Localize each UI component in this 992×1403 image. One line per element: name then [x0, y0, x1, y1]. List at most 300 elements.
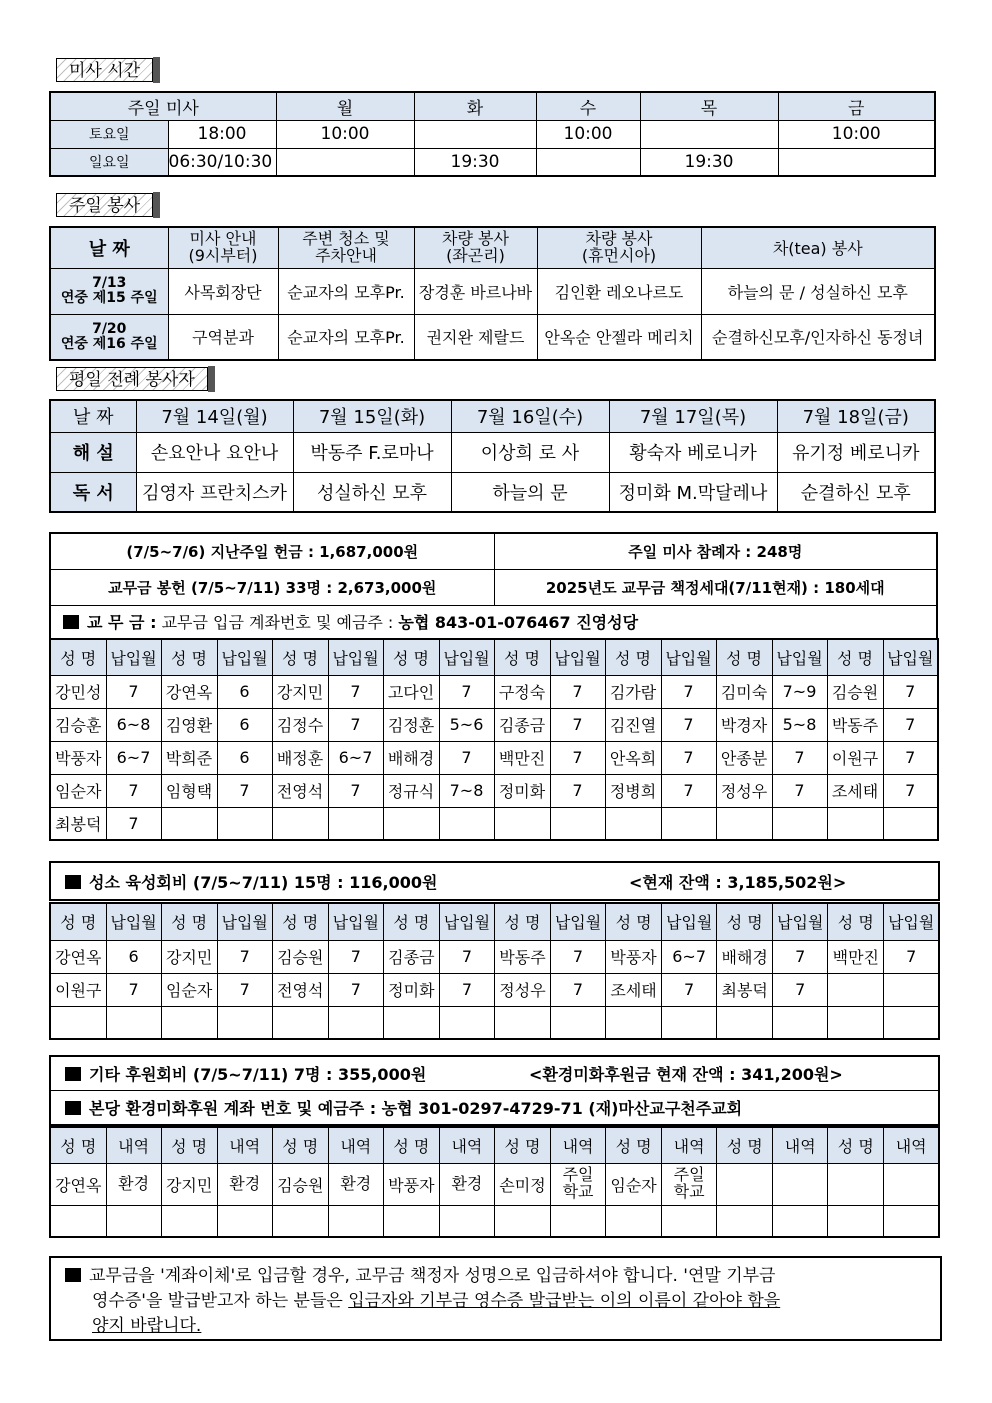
service-date-cell: [50, 314, 168, 360]
sunday-service-table: [49, 226, 936, 361]
person-name-cell: [161, 1006, 217, 1039]
weekday-name-cell: 하늘의 문: [451, 472, 609, 512]
person-name-cell: [494, 1205, 550, 1237]
person-value-cell: [662, 1006, 717, 1039]
person-name-cell: 강연옥: [50, 940, 106, 973]
service-cell: 권지완 제랄드: [414, 314, 537, 360]
other-support-title-table: [49, 1055, 940, 1126]
grid-header-row: [50, 903, 939, 940]
col-header-value: 납입월: [661, 639, 716, 675]
header-line: 차량 봉사: [585, 228, 653, 248]
weekday-row: [50, 472, 935, 512]
dues-account-row: [50, 605, 937, 639]
person-name-cell: 강민성: [50, 675, 106, 708]
col-header-detail: 내역: [217, 1127, 272, 1163]
col-header-value: 납입월: [884, 903, 939, 940]
square-bullet-icon: [65, 1067, 81, 1081]
service-cell: 순교자의 모후Pr.: [278, 268, 414, 314]
person-value-cell: 7: [884, 940, 939, 973]
detail-line: 환경: [118, 1173, 150, 1193]
weekday-section-label-text: 평일 전례 봉사자: [69, 370, 195, 390]
person-name-cell: 박경자: [716, 708, 772, 741]
person-name-cell: 김종금: [383, 940, 439, 973]
person-name-cell: [383, 1006, 439, 1039]
person-name-cell: [827, 807, 883, 840]
col-header-detail: 내역: [439, 1127, 494, 1163]
person-name-cell: [605, 807, 661, 840]
grid-row: [50, 708, 938, 741]
service-header-guide: [168, 227, 278, 268]
person-name-cell: 강지민: [161, 1163, 217, 1205]
grid-row: [50, 741, 938, 774]
person-name-cell: [828, 1205, 884, 1237]
person-name-cell: 강연옥: [161, 675, 217, 708]
person-name-cell: 박동주: [494, 940, 550, 973]
notice-underlined-text: 입금자와 기부금 영수증 발급받는 이의 이름이 같아야 함을: [348, 1291, 781, 1311]
col-header-value: 납입월: [772, 639, 827, 675]
mass-time-cell: 19:30: [414, 148, 536, 176]
col-header-value: 납입월: [439, 639, 494, 675]
person-name-cell: 강지민: [272, 675, 328, 708]
person-value-cell: 6~7: [662, 940, 717, 973]
person-name-cell: 손미정: [494, 1163, 550, 1205]
dues-account-desc: 교무금 입금 계좌번호 및 예금주 :: [161, 613, 394, 633]
col-header-name: 성 명: [494, 639, 550, 675]
person-name-cell: [717, 1205, 773, 1237]
person-detail-cell: [328, 1205, 383, 1237]
mass-row: [50, 120, 935, 148]
service-header-tea: 차(tea) 봉사: [701, 227, 935, 268]
col-header-name: 성 명: [383, 903, 439, 940]
grid-row: [50, 1205, 939, 1237]
header-line: 미사 안내: [189, 228, 257, 248]
service-cell: 안옥순 안젤라 메리치: [537, 314, 701, 360]
col-header-value: 납입월: [439, 903, 494, 940]
other-account-row: [50, 1090, 939, 1125]
service-cell: 김인환 레오나르도: [537, 268, 701, 314]
finance-summary-table: [49, 532, 938, 640]
col-header-name: 성 명: [161, 1127, 217, 1163]
col-header-name: 성 명: [717, 903, 773, 940]
person-name-cell: 김미숙: [716, 675, 772, 708]
person-name-cell: 배정훈: [272, 741, 328, 774]
person-name-cell: 김영환: [161, 708, 217, 741]
col-header-name: 성 명: [272, 639, 328, 675]
service-header-date: 날 짜: [50, 227, 168, 268]
grid-row: [50, 1006, 939, 1039]
person-value-cell: 7: [661, 774, 716, 807]
person-value-cell: 6~7: [328, 741, 383, 774]
person-name-cell: 김진열: [605, 708, 661, 741]
person-value-cell: 7: [328, 708, 383, 741]
person-name-cell: 이원구: [827, 741, 883, 774]
mass-header-cell: 수: [536, 92, 640, 120]
mass-time-cell: [640, 120, 778, 148]
detail-line: 주일: [562, 1165, 594, 1185]
person-value-cell: 6: [217, 741, 272, 774]
offering-cell: (7/5~7/6) 지난주일 헌금 : 1,687,000원: [50, 533, 494, 569]
mass-time-cell: [778, 148, 935, 176]
person-name-cell: 박풍자: [383, 1163, 439, 1205]
person-name-cell: 고다인: [383, 675, 439, 708]
person-name-cell: [717, 1163, 773, 1205]
person-name-cell: 김정수: [272, 708, 328, 741]
service-header-row: [50, 227, 935, 268]
mass-time-cell: 06:30/10:30: [168, 148, 276, 176]
person-value-cell: [550, 807, 605, 840]
square-bullet-icon: [65, 875, 81, 889]
mass-section-label-text: 미사 시간: [69, 61, 141, 81]
person-name-cell: 박풍자: [606, 940, 662, 973]
dues-total-cell: 교무금 봉헌 (7/5~7/11) 33명 : 2,673,000원: [50, 569, 494, 605]
mass-time-cell: 10:00: [778, 120, 935, 148]
person-name-cell: 최봉덕: [50, 807, 106, 840]
weekday-header-row: [50, 400, 935, 432]
col-header-name: 성 명: [272, 1127, 328, 1163]
mass-row: [50, 148, 935, 176]
person-name-cell: [383, 1205, 439, 1237]
dues-account-number: 농협 843-01-076467 진영성당: [398, 613, 639, 633]
col-header-name: 성 명: [606, 903, 662, 940]
finance-summary-row: [50, 569, 937, 605]
col-header-name: 성 명: [50, 639, 106, 675]
person-detail-cell: [439, 1163, 494, 1205]
col-header-value: 납입월: [883, 639, 938, 675]
weekday-role-cell: 독 서: [50, 472, 136, 512]
notice-text: 교무금을 '계좌이체'로 입금할 경우, 교무금 책정자 성명으로 입금하셔야 합니다. '연말 기부금: [89, 1266, 776, 1286]
header-line: 차량 봉사: [442, 228, 509, 248]
person-name-cell: 전영석: [272, 973, 328, 1006]
person-value-cell: 7: [550, 675, 605, 708]
person-value-cell: 7: [883, 741, 938, 774]
weekday-header-cell: 7월 14일(월): [136, 400, 293, 432]
person-value-cell: 7: [439, 741, 494, 774]
notice-box: [49, 1256, 942, 1341]
households-cell: 2025년도 교무금 책정세대(7/11현재) : 180세대: [494, 569, 937, 605]
mass-header-cell: 목: [640, 92, 778, 120]
other-title: 기타 후원회비 (7/5~7/11) 7명 : 355,000원: [89, 1064, 427, 1084]
notice-underlined-text: 양지 바랍니다.: [92, 1316, 202, 1336]
person-value-cell: 7: [106, 675, 161, 708]
detail-line: 환경: [451, 1173, 483, 1193]
col-header-value: 납입월: [217, 903, 272, 940]
person-name-cell: [606, 1006, 662, 1039]
date-line: 7/20: [92, 321, 127, 338]
col-header-name: 성 명: [716, 639, 772, 675]
person-name-cell: 배해경: [383, 741, 439, 774]
person-value-cell: 7: [883, 774, 938, 807]
label-shadow: [153, 57, 160, 83]
person-value-cell: 7: [439, 973, 494, 1006]
person-name-cell: [494, 1006, 550, 1039]
person-value-cell: 7: [772, 741, 827, 774]
service-cell: 하늘의 문 / 성실하신 모후: [701, 268, 935, 314]
person-value-cell: [217, 807, 272, 840]
col-header-value: 납입월: [106, 903, 161, 940]
mass-schedule-table: [49, 91, 936, 177]
person-value-cell: 5~6: [439, 708, 494, 741]
person-value-cell: 7: [328, 774, 383, 807]
weekday-name-cell: 황숙자 베로니카: [609, 432, 777, 472]
person-name-cell: 임형택: [161, 774, 217, 807]
col-header-value: 납입월: [550, 639, 605, 675]
date-line: 연중 제16 주일: [60, 335, 158, 352]
col-header-name: 성 명: [605, 639, 661, 675]
person-value-cell: 5~8: [772, 708, 827, 741]
other-title-row: [50, 1056, 939, 1090]
mass-day-cell: 토요일: [50, 120, 168, 148]
person-value-cell: 7: [551, 940, 606, 973]
detail-line: 환경: [340, 1173, 372, 1193]
person-name-cell: 구정숙: [494, 675, 550, 708]
col-header-value: 납입월: [662, 903, 717, 940]
person-detail-cell: [773, 1205, 828, 1237]
person-value-cell: 6: [217, 708, 272, 741]
person-name-cell: 정미화: [383, 973, 439, 1006]
col-header-name: 성 명: [494, 1127, 550, 1163]
person-value-cell: [217, 1006, 272, 1039]
person-value-cell: 7: [217, 973, 272, 1006]
person-name-cell: [828, 1006, 884, 1039]
square-bullet-icon: [65, 1101, 81, 1115]
mass-header-cell: 월: [276, 92, 414, 120]
notice-line: [65, 1314, 928, 1339]
col-header-value: 납입월: [217, 639, 272, 675]
other-support-table: [49, 1126, 940, 1238]
col-header-detail: 내역: [551, 1127, 606, 1163]
notice-line: [65, 1289, 928, 1314]
person-value-cell: 7: [550, 774, 605, 807]
label-shadow: [208, 366, 215, 392]
date-line: 7/13: [92, 275, 127, 292]
person-value-cell: 7: [883, 675, 938, 708]
grid-row: [50, 1163, 939, 1205]
person-name-cell: 배해경: [717, 940, 773, 973]
mass-header-row: [50, 92, 935, 120]
other-balance: <환경미화후원금 현재 잔액 : 341,200원>: [529, 1064, 843, 1084]
person-name-cell: 조세태: [827, 774, 883, 807]
mass-header-cell: 금: [778, 92, 935, 120]
header-line: (휴먼시아): [581, 245, 657, 265]
service-cell: 사목회장단: [168, 268, 278, 314]
person-name-cell: 조세태: [606, 973, 662, 1006]
person-value-cell: 7~9: [772, 675, 827, 708]
col-header-name: 성 명: [50, 1127, 106, 1163]
person-value-cell: 7: [328, 675, 383, 708]
person-name-cell: 박동주: [827, 708, 883, 741]
col-header-value: 납입월: [328, 639, 383, 675]
person-value-cell: [328, 1006, 383, 1039]
person-name-cell: 정병희: [605, 774, 661, 807]
square-bullet-icon: [63, 615, 79, 629]
service-header-car2: [537, 227, 701, 268]
col-header-name: 성 명: [161, 903, 217, 940]
person-detail-cell: [217, 1205, 272, 1237]
person-name-cell: 안옥희: [605, 741, 661, 774]
person-name-cell: 임순자: [50, 774, 106, 807]
col-header-name: 성 명: [717, 1127, 773, 1163]
person-value-cell: 7: [661, 708, 716, 741]
person-name-cell: [494, 807, 550, 840]
dues-title: 교 무 금 :: [87, 613, 157, 633]
seminary-title-cell: [50, 862, 939, 900]
col-header-detail: 내역: [884, 1127, 939, 1163]
weekday-header-cell: 7월 18일(금): [777, 400, 935, 432]
person-value-cell: 7: [106, 807, 161, 840]
weekday-role-cell: 해 설: [50, 432, 136, 472]
person-value-cell: 7~8: [439, 774, 494, 807]
person-name-cell: [50, 1006, 106, 1039]
dues-account-cell: [50, 605, 937, 639]
person-detail-cell: [217, 1163, 272, 1205]
person-value-cell: [772, 807, 827, 840]
person-detail-cell: [439, 1205, 494, 1237]
service-section-label-text: 주일 봉사: [69, 196, 141, 216]
person-value-cell: 6~7: [106, 741, 161, 774]
other-title-cell: [50, 1056, 939, 1090]
person-value-cell: [439, 1006, 494, 1039]
person-detail-cell: [551, 1163, 606, 1205]
person-name-cell: [717, 1006, 773, 1039]
service-row: [50, 268, 935, 314]
attendance-cell: 주일 미사 참례자 : 248명: [494, 533, 937, 569]
person-value-cell: 6: [106, 940, 161, 973]
notice-text: 영수증'을 발급받고자 하는 분들은: [92, 1291, 349, 1311]
person-value-cell: 7: [217, 774, 272, 807]
grid-row: [50, 973, 939, 1006]
person-value-cell: 7: [106, 973, 161, 1006]
service-cell: 순결하신모후/인자하신 동정녀: [701, 314, 935, 360]
person-name-cell: 정성우: [716, 774, 772, 807]
service-cell: 구역분과: [168, 314, 278, 360]
col-header-name: 성 명: [383, 1127, 439, 1163]
person-value-cell: 7: [328, 940, 383, 973]
header-line: (9시부터): [188, 245, 258, 265]
weekday-name-cell: 박동주 F.로마나: [293, 432, 451, 472]
person-value-cell: 7: [217, 940, 272, 973]
person-value-cell: [883, 807, 938, 840]
grid-row: [50, 807, 938, 840]
person-name-cell: 백만진: [828, 940, 884, 973]
person-value-cell: 7: [550, 708, 605, 741]
col-header-detail: 내역: [106, 1127, 161, 1163]
mass-day-cell: 일요일: [50, 148, 168, 176]
person-value-cell: 7: [439, 675, 494, 708]
service-section-label: [56, 193, 153, 217]
col-header-name: 성 명: [161, 639, 217, 675]
col-header-detail: 내역: [328, 1127, 383, 1163]
grid-row: [50, 774, 938, 807]
grid-header-row: [50, 639, 938, 675]
person-value-cell: 7: [551, 973, 606, 1006]
weekday-section-label: [56, 367, 208, 391]
person-name-cell: 정미화: [494, 774, 550, 807]
person-name-cell: [272, 1205, 328, 1237]
weekday-header-cell: 7월 17일(목): [609, 400, 777, 432]
person-value-cell: 7: [661, 741, 716, 774]
dues-table: [49, 638, 939, 841]
person-detail-cell: [662, 1205, 717, 1237]
weekday-name-cell: 김영자 프란치스카: [136, 472, 293, 512]
person-name-cell: [50, 1205, 106, 1237]
person-value-cell: 7: [106, 774, 161, 807]
service-row: [50, 314, 935, 360]
notice-line: [65, 1264, 928, 1289]
col-header-detail: 내역: [662, 1127, 717, 1163]
weekday-header-cell: 7월 15일(화): [293, 400, 451, 432]
square-bullet-icon: [65, 1268, 81, 1282]
person-value-cell: 7: [550, 741, 605, 774]
person-name-cell: 김가람: [605, 675, 661, 708]
col-header-value: 납입월: [106, 639, 161, 675]
person-name-cell: [161, 1205, 217, 1237]
person-detail-cell: [106, 1163, 161, 1205]
person-name-cell: 강지민: [161, 940, 217, 973]
mass-time-cell: 10:00: [536, 120, 640, 148]
person-value-cell: 7: [439, 940, 494, 973]
person-value-cell: [328, 807, 383, 840]
person-name-cell: [828, 973, 884, 1006]
col-header-value: 납입월: [773, 903, 828, 940]
person-name-cell: 박희준: [161, 741, 217, 774]
grid-row: [50, 675, 938, 708]
person-value-cell: [884, 1006, 939, 1039]
service-header-clean: [278, 227, 414, 268]
person-name-cell: [272, 807, 328, 840]
person-detail-cell: [662, 1163, 717, 1205]
mass-time-cell: [414, 120, 536, 148]
seminary-title-table: [49, 861, 940, 901]
person-value-cell: 6~8: [106, 708, 161, 741]
person-name-cell: 전영석: [272, 774, 328, 807]
finance-summary-row: [50, 533, 937, 569]
mass-time-cell: 18:00: [168, 120, 276, 148]
person-name-cell: 강연옥: [50, 1163, 106, 1205]
person-name-cell: 임순자: [606, 1163, 662, 1205]
person-name-cell: [272, 1006, 328, 1039]
header-line: 주차안내: [315, 245, 377, 265]
person-name-cell: 김승원: [272, 940, 328, 973]
person-value-cell: [661, 807, 716, 840]
person-value-cell: [439, 807, 494, 840]
detail-line: 환경: [229, 1173, 261, 1193]
person-value-cell: [106, 1006, 161, 1039]
person-value-cell: 7: [772, 774, 827, 807]
weekday-liturgy-table: [49, 399, 936, 513]
person-name-cell: 김승원: [827, 675, 883, 708]
person-name-cell: [828, 1163, 884, 1205]
seminary-table: [49, 902, 940, 1040]
col-header-name: 성 명: [494, 903, 550, 940]
mass-time-cell: [536, 148, 640, 176]
person-value-cell: 7: [662, 973, 717, 1006]
header-line: 주변 청소 및: [302, 228, 390, 248]
col-header-name: 성 명: [50, 903, 106, 940]
weekday-name-cell: 손요안나 요안나: [136, 432, 293, 472]
person-name-cell: 백만진: [494, 741, 550, 774]
person-value-cell: 6: [217, 675, 272, 708]
weekday-header-cell: 7월 16일(수): [451, 400, 609, 432]
person-name-cell: [716, 807, 772, 840]
weekday-name-cell: 성실하신 모후: [293, 472, 451, 512]
col-header-name: 성 명: [272, 903, 328, 940]
person-name-cell: 김종금: [494, 708, 550, 741]
col-header-detail: 내역: [773, 1127, 828, 1163]
person-value-cell: 7: [328, 973, 383, 1006]
person-detail-cell: [884, 1163, 939, 1205]
person-name-cell: 이원구: [50, 973, 106, 1006]
mass-header-cell: 주일 미사: [50, 92, 276, 120]
